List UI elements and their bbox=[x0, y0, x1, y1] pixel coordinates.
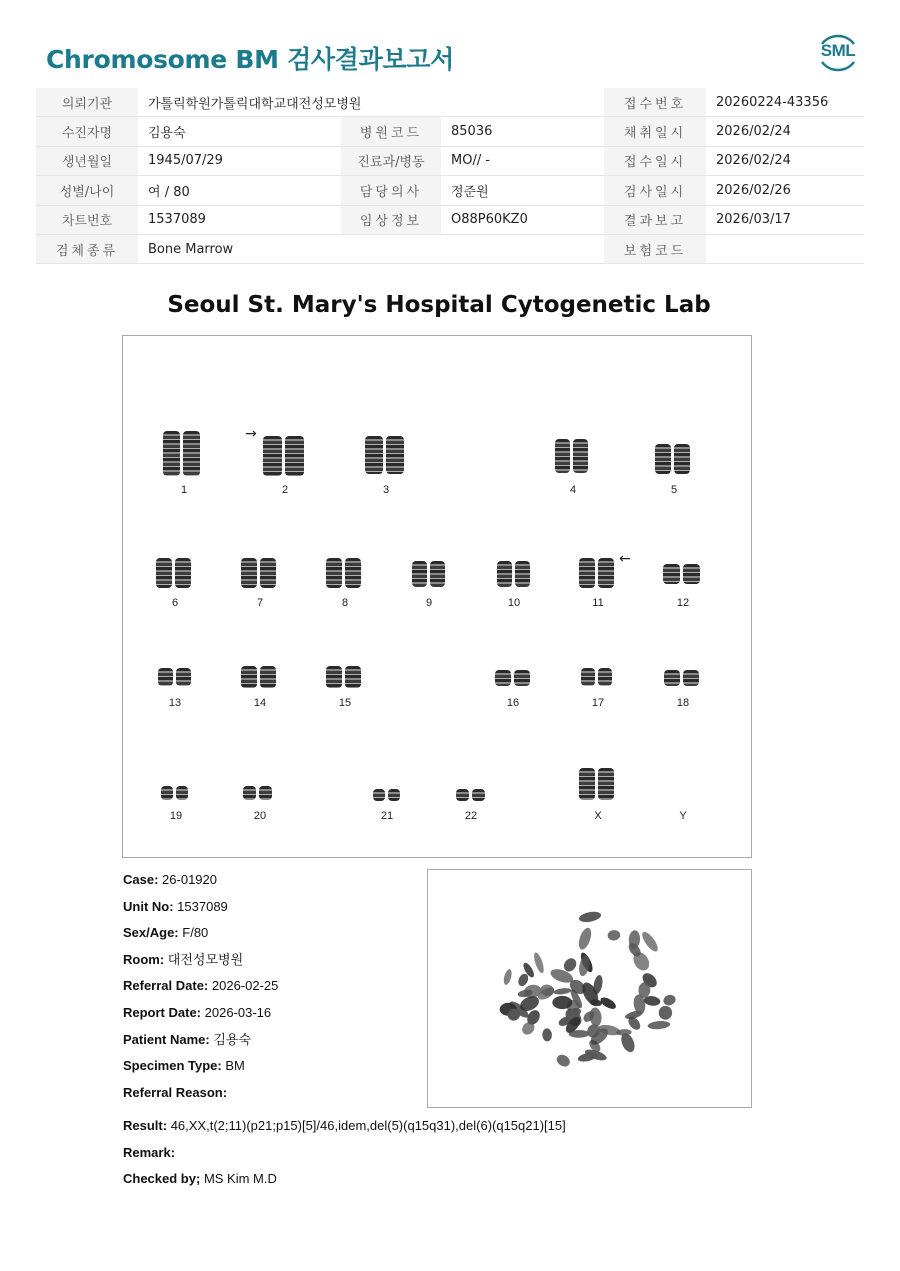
chromosome bbox=[259, 786, 272, 800]
value-birth-date: 1945/07/29 bbox=[138, 146, 341, 175]
chromosome-label-x: X bbox=[594, 810, 602, 822]
chromosome-label-20: 20 bbox=[253, 810, 267, 822]
result-label: Result: bbox=[123, 1118, 168, 1133]
chromosome bbox=[243, 786, 256, 800]
chromosome bbox=[514, 670, 530, 686]
chromosome bbox=[175, 558, 191, 588]
label-physician: 담당의사 bbox=[341, 176, 441, 205]
chromosome-label-7: 7 bbox=[256, 597, 264, 609]
chromosome-pair-21 bbox=[373, 789, 400, 801]
metaphase-chromosome bbox=[578, 910, 602, 924]
patient-name-label: Patient Name: bbox=[123, 1031, 210, 1047]
value-chart-number: 1537089 bbox=[138, 205, 341, 234]
chromosome-pair-14 bbox=[241, 666, 276, 688]
metaphase-chromosome bbox=[542, 1028, 552, 1041]
label-insurance-code: 보험코드 bbox=[604, 234, 706, 263]
chromosome bbox=[430, 561, 445, 587]
chromosome bbox=[663, 564, 680, 584]
chromosome bbox=[472, 789, 485, 801]
chromosome bbox=[260, 558, 276, 588]
chromosome-pair-20 bbox=[243, 786, 272, 800]
chromosome-label-3: 3 bbox=[382, 484, 390, 496]
value-result-report: 2026/03/17 bbox=[706, 205, 864, 234]
chromosome-pair-16 bbox=[495, 670, 530, 686]
value-collection-date: 2026/02/24 bbox=[706, 117, 864, 146]
info-row bbox=[36, 88, 864, 117]
chromosome bbox=[579, 558, 595, 588]
label-department: 진료과/병동 bbox=[341, 146, 441, 175]
chromosome bbox=[495, 670, 511, 686]
result-section bbox=[123, 1116, 566, 1196]
chromosome-pair-10 bbox=[497, 561, 530, 587]
chromosome-pair-18 bbox=[664, 670, 699, 686]
report-date-label: Report Date: bbox=[123, 1004, 202, 1020]
chromosome-label-14: 14 bbox=[253, 697, 267, 709]
chromosome bbox=[285, 436, 304, 476]
chromosome-pair-13 bbox=[158, 668, 191, 686]
chromosome bbox=[241, 558, 257, 588]
chromosome-pair-15 bbox=[326, 666, 361, 688]
chromosome bbox=[176, 786, 188, 800]
chromosome-label-19: 19 bbox=[169, 810, 183, 822]
referral-date-value: 2026-02-25 bbox=[211, 978, 279, 994]
chromosome bbox=[183, 431, 200, 476]
sml-logo bbox=[814, 30, 862, 74]
chromosome bbox=[598, 768, 614, 800]
metaphase-chromosome bbox=[576, 926, 593, 951]
remark-label: Remark: bbox=[123, 1144, 176, 1160]
value-hospital-code: 85036 bbox=[441, 117, 604, 146]
room-label: Room: bbox=[123, 951, 165, 967]
unit-row bbox=[123, 897, 278, 924]
label-receipt-number: 접수번호 bbox=[604, 88, 706, 117]
report-title: Chromosome BM 검사결과보고서 bbox=[46, 45, 455, 74]
chromosome bbox=[683, 670, 699, 686]
value-requesting-institution: 가톨릭학원가톨릭대학교대전성모병원 bbox=[138, 88, 604, 117]
patient-name-value: 김용숙 bbox=[213, 1031, 252, 1047]
chromosome bbox=[388, 789, 400, 801]
metaphase-chromosome bbox=[607, 929, 621, 941]
chromosome-label-18: 18 bbox=[676, 697, 690, 709]
chromosome-pair-19 bbox=[161, 786, 188, 800]
chromosome bbox=[497, 561, 512, 587]
chromosome-label-10: 10 bbox=[507, 597, 521, 609]
chromosome-pair-3 bbox=[365, 436, 404, 474]
chromosome bbox=[373, 789, 385, 801]
label-birth-date: 생년월일 bbox=[36, 146, 138, 175]
info-row bbox=[36, 234, 864, 263]
chromosome-pair-11 bbox=[579, 558, 614, 588]
chromosome-label-2: 2 bbox=[281, 484, 289, 496]
result-row bbox=[123, 1116, 566, 1143]
chromosome bbox=[412, 561, 427, 587]
specimen-row bbox=[123, 1056, 278, 1083]
chromosome bbox=[260, 666, 276, 688]
chromosome-pair-x bbox=[579, 768, 614, 800]
chromosome-label-5: 5 bbox=[670, 484, 678, 496]
chromosome bbox=[365, 436, 383, 474]
chromosome bbox=[241, 666, 257, 688]
value-test-date: 2026/02/26 bbox=[706, 176, 864, 205]
metaphase-chromosome bbox=[658, 1005, 674, 1021]
chromosome bbox=[156, 558, 172, 588]
label-test-date: 검사일시 bbox=[604, 176, 706, 205]
abnormality-arrow-chr2: → bbox=[245, 426, 257, 442]
chromosome-pair-4 bbox=[555, 439, 588, 473]
patient-info-table bbox=[36, 88, 864, 264]
chromosome-pair-6 bbox=[156, 558, 191, 588]
label-specimen-type: 검체종류 bbox=[36, 234, 138, 263]
label-chart-number: 차트번호 bbox=[36, 205, 138, 234]
metaphase-chromosome bbox=[552, 996, 572, 1009]
room-row bbox=[123, 950, 278, 977]
chromosome bbox=[579, 768, 595, 800]
chromosome bbox=[326, 558, 342, 588]
abnormality-arrow-chr11: ← bbox=[619, 551, 631, 567]
value-receipt-date: 2026/02/24 bbox=[706, 146, 864, 175]
chromosome-label-12: 12 bbox=[676, 597, 690, 609]
checked-by-row bbox=[123, 1169, 566, 1196]
chromosome bbox=[163, 431, 180, 476]
referral-reason-label: Referral Reason: bbox=[123, 1084, 228, 1100]
sexage-value: F/80 bbox=[182, 925, 209, 941]
result-value: 46,XX,t(2;11)(p21;p15)[5]/46,idem,del(5)(q15q31),del(6)(q15q21)[15] bbox=[170, 1118, 566, 1133]
label-patient-name: 수진자명 bbox=[36, 117, 138, 146]
chromosome bbox=[345, 558, 361, 588]
metaphase-chromosome bbox=[647, 1020, 670, 1030]
patient-name-row bbox=[123, 1030, 278, 1057]
sexage-label: Sex/Age: bbox=[123, 925, 179, 941]
unit-label: Unit No: bbox=[123, 898, 174, 914]
chromosome-label-6: 6 bbox=[171, 597, 179, 609]
metaphase-spread bbox=[428, 870, 751, 1107]
remark-row bbox=[123, 1143, 566, 1170]
metaphase-chromosome bbox=[577, 955, 591, 978]
chromosome-label-11: 11 bbox=[592, 597, 604, 609]
label-clinical-info: 임상정보 bbox=[341, 205, 441, 234]
chromosome-pair-12 bbox=[663, 564, 700, 584]
report-date-row bbox=[123, 1003, 278, 1030]
chromosome-pair-22 bbox=[456, 789, 485, 801]
referral-reason-row bbox=[123, 1083, 278, 1110]
info-row bbox=[36, 176, 864, 205]
case-label: Case: bbox=[123, 872, 159, 887]
label-hospital-code: 병원코드 bbox=[341, 117, 441, 146]
chromosome bbox=[555, 439, 570, 473]
chromosome-label-17: 17 bbox=[591, 697, 605, 709]
chromosome bbox=[598, 558, 614, 588]
lab-title: Seoul St. Mary's Hospital Cytogenetic Lab bbox=[167, 292, 711, 318]
chromosome-pair-17 bbox=[581, 668, 612, 686]
chromosome-label-y: Y bbox=[679, 810, 687, 822]
unit-value: 1537089 bbox=[177, 898, 228, 914]
chromosome-label-1: 1 bbox=[180, 484, 188, 496]
chromosome-pair-2 bbox=[263, 436, 304, 476]
chromosome-pair-9 bbox=[412, 561, 445, 587]
logo-text: SML bbox=[820, 41, 856, 60]
case-info bbox=[123, 870, 278, 1109]
chromosome-label-15: 15 bbox=[338, 697, 352, 709]
label-result-report: 결과보고 bbox=[604, 205, 706, 234]
chromosome bbox=[674, 444, 690, 474]
chromosome-label-16: 16 bbox=[506, 697, 520, 709]
chromosome bbox=[176, 668, 191, 686]
chromosome-label-13: 13 bbox=[168, 697, 182, 709]
chromosome bbox=[598, 668, 612, 686]
chromosome bbox=[161, 786, 173, 800]
chromosome bbox=[664, 670, 680, 686]
label-receipt-date: 접수일시 bbox=[604, 146, 706, 175]
chromosome bbox=[158, 668, 173, 686]
metaphase-image bbox=[427, 869, 752, 1108]
metaphase-chromosome bbox=[553, 987, 571, 995]
chromosome bbox=[655, 444, 671, 474]
chromosome-pair-5 bbox=[655, 444, 690, 474]
chromosome-label-8: 8 bbox=[341, 597, 349, 609]
value-receipt-number: 20260224-43356 bbox=[706, 88, 864, 117]
referral-date-row bbox=[123, 976, 278, 1003]
case-row bbox=[123, 870, 278, 897]
label-requesting-institution: 의뢰기관 bbox=[36, 88, 138, 117]
referral-date-label: Referral Date: bbox=[123, 978, 209, 994]
metaphase-chromosome bbox=[532, 951, 546, 974]
chromosome bbox=[456, 789, 469, 801]
report-date-value: 2026-03-16 bbox=[204, 1004, 272, 1020]
chromosome-pair-1 bbox=[163, 431, 200, 476]
metaphase-chromosome bbox=[639, 930, 660, 954]
chromosome-label-4: 4 bbox=[569, 484, 577, 496]
karyotype-image bbox=[122, 335, 752, 858]
value-patient-name: 김용숙 bbox=[138, 117, 341, 146]
chromosome bbox=[515, 561, 530, 587]
value-physician: 정준원 bbox=[441, 176, 604, 205]
metaphase-chromosome bbox=[502, 968, 513, 985]
metaphase-chromosome bbox=[662, 993, 677, 1007]
chromosome-pair-7 bbox=[241, 558, 276, 588]
metaphase-chromosome bbox=[555, 1052, 572, 1069]
room-value: 대전성모병원 bbox=[167, 951, 244, 967]
chromosome bbox=[581, 668, 595, 686]
chromosome bbox=[326, 666, 342, 688]
chromosome bbox=[263, 436, 282, 476]
label-sex-age: 성별/나이 bbox=[36, 176, 138, 205]
info-row bbox=[36, 146, 864, 175]
value-sex-age: 여 / 80 bbox=[138, 176, 341, 205]
chromosome bbox=[386, 436, 404, 474]
specimen-label: Specimen Type: bbox=[123, 1058, 222, 1074]
checked-by-value: MS Kim M.D bbox=[203, 1171, 277, 1186]
chromosome bbox=[345, 666, 361, 688]
label-collection-date: 채취일시 bbox=[604, 117, 706, 146]
chromosome-label-22: 22 bbox=[464, 810, 478, 822]
chromosome bbox=[683, 564, 700, 584]
case-value: 26-01920 bbox=[162, 872, 217, 887]
chromosome-label-21: 21 bbox=[380, 810, 394, 822]
value-clinical-info: O88P60KZ0 bbox=[441, 205, 604, 234]
sexage-row bbox=[123, 923, 278, 950]
info-row bbox=[36, 117, 864, 146]
value-specimen-type: Bone Marrow bbox=[138, 234, 604, 263]
specimen-value: BM bbox=[225, 1058, 245, 1074]
info-row bbox=[36, 205, 864, 234]
chromosome-label-9: 9 bbox=[425, 597, 433, 609]
checked-by-label: Checked by; bbox=[123, 1171, 201, 1186]
value-department: MO// - bbox=[441, 146, 604, 175]
value-insurance-code bbox=[706, 234, 864, 263]
chromosome-pair-8 bbox=[326, 558, 361, 588]
chromosome bbox=[573, 439, 588, 473]
